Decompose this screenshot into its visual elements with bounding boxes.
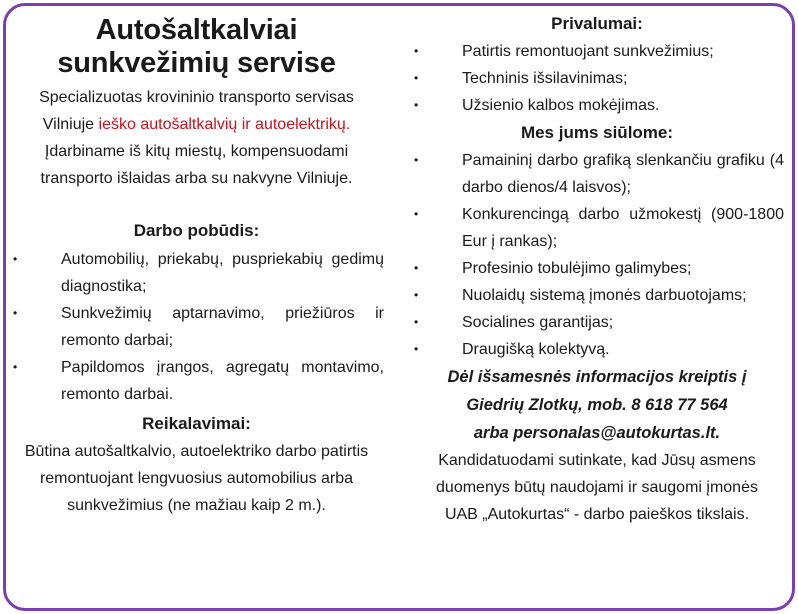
list-item: • Socialines garantijas;	[410, 309, 784, 336]
advantages-list	[410, 38, 784, 119]
list-item: • Profesinio tobulėjimo galimybes;	[410, 255, 784, 282]
list-item: • Konkurencingą darbo užmokestį (900-1800 Eur į rankas);	[410, 201, 784, 255]
contact-info	[410, 363, 784, 447]
intro-text	[9, 84, 384, 192]
title-line-2: sunkvežimių servise	[57, 47, 336, 79]
consent-line-1: Kandidatuodami sutinkate, kad Jūsų asmens	[438, 452, 756, 469]
intro-line-4: transporto išlaidas arba su nakvyne Vilniuje.	[40, 170, 353, 187]
requirements-line-2: remontuojant lengvuosius automobilius arba	[39, 470, 354, 487]
list-item: • Techninis išsilavinimas;	[410, 65, 784, 92]
offers-list	[410, 147, 784, 363]
requirements-heading: Reikalavimai:	[142, 414, 251, 433]
list-item: • Patirtis remontuojant sunkvežimius;	[410, 38, 784, 65]
left-column	[9, 6, 384, 519]
ad-title	[9, 14, 384, 80]
consent-line-3: UAB „Autokurtas“ - darbo paieškos tikslais.	[444, 506, 750, 523]
list-item: • Užsienio kalbos mokėjimas.	[410, 92, 784, 119]
list-item: • Pamaininį darbo grafiką slenkančiu grafiku (4 darbo dienos/4 laisvos);	[410, 147, 784, 201]
job-ad-frame	[3, 3, 795, 611]
list-item: • Draugišką kolektyvą.	[410, 336, 784, 363]
intro-highlight: ieško autošaltkalvių ir autoelektrikų.	[98, 116, 351, 133]
requirements-line-3: sunkvežimius (ne mažiau kaip 2 m.).	[67, 497, 326, 514]
list-item: • Papildomos įrangos, agregatų montavimo, remonto darbai.	[9, 354, 384, 408]
consent-text	[410, 447, 784, 528]
offer-heading: Mes jums siūlome:	[520, 123, 674, 142]
duties-list	[9, 246, 384, 408]
intro-line-3: Įdarbiname iš kitų miestų, kompensuodami	[44, 143, 349, 160]
contact-line-3: arba personalas@autokurtas.lt.	[473, 424, 721, 442]
contact-line-2: Giedrių Zlotkų, mob. 8 618 77 564	[466, 396, 728, 414]
list-item: • Automobilių, priekabų, puspriekabių gedimų diagnostika;	[9, 246, 384, 300]
intro-line-2-prefix: Vilniuje	[42, 116, 99, 133]
contact-line-1: Dėl išsamesnės informacijos kreiptis į	[447, 368, 747, 386]
intro-line-2	[9, 111, 384, 138]
list-item: • Sunkvežimių aptarnavimo, priežiūros ir remonto darbai;	[9, 300, 384, 354]
title-line-1: Autošaltkalviai	[95, 14, 298, 46]
requirements-text	[9, 438, 384, 519]
requirements-line-1: Būtina autošaltkalvio, autoelektriko darbo patirtis	[24, 443, 369, 460]
duties-heading: Darbo pobūdis:	[133, 221, 260, 240]
consent-line-2: duomenys būtų naudojami ir saugomi įmonės	[436, 479, 758, 496]
right-column	[410, 6, 784, 528]
advantages-heading: Privalumai:	[551, 14, 643, 33]
list-item: • Nuolaidų sistemą įmonės darbuotojams;	[410, 282, 784, 309]
intro-line-1: Specializuotas krovininio transporto servisas	[39, 89, 354, 106]
